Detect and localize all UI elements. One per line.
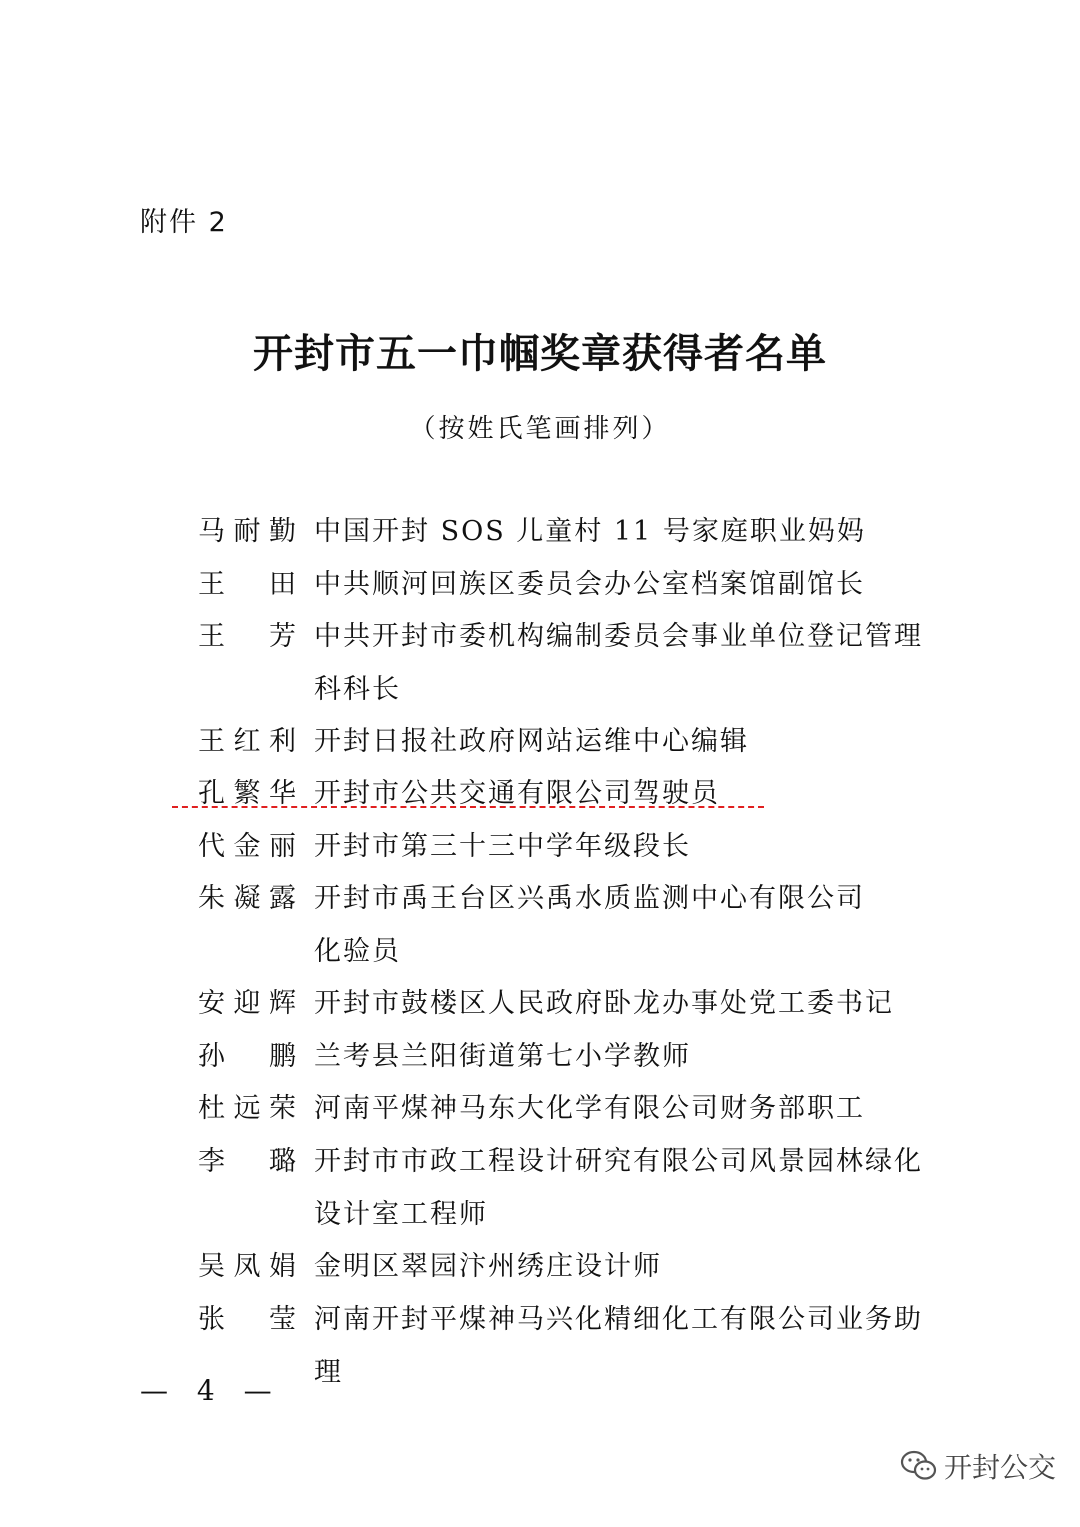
recipient-title: 金明区翠园汴州绣庄设计师 xyxy=(314,1251,662,1282)
recipient-title: 中共开封市委机构编制委员会事业单位登记管理科科长 xyxy=(314,621,923,705)
recipient-name: 王芳 xyxy=(198,621,298,652)
page-title: 开封市五一巾帼奖章获得者名单 xyxy=(253,330,827,377)
watermark xyxy=(900,1446,1056,1486)
recipient-title: 开封日报社政府网站运维中心编辑 xyxy=(314,726,749,757)
recipient-name: 孔繁华 xyxy=(198,778,298,809)
recipient-title: 中共顺河回族区委员会办公室档案馆副馆长 xyxy=(314,569,865,600)
recipient-name: 王红利 xyxy=(198,726,298,757)
recipient-title: 兰考县兰阳街道第七小学教师 xyxy=(314,1041,691,1072)
recipient-title: 开封市禹王台区兴禹水质监测中心有限公司化验员 xyxy=(314,883,865,967)
recipient-name: 朱凝露 xyxy=(198,883,298,914)
recipient-title: 中国开封 SOS 儿童村 11 号家庭职业妈妈 xyxy=(314,516,866,547)
recipient-title: 河南开封平煤神马兴化精细化工有限公司业务助理 xyxy=(314,1304,923,1388)
highlight-underline xyxy=(172,806,764,808)
recipient-title: 开封市第三十三中学年级段长 xyxy=(314,831,691,862)
wechat-icon xyxy=(900,1450,938,1482)
recipient-name: 王田 xyxy=(198,569,298,600)
recipient-name: 孙鹏 xyxy=(198,1041,298,1072)
recipient-name: 张莹 xyxy=(198,1304,298,1335)
recipient-name: 代金丽 xyxy=(198,831,298,862)
page-subtitle: （按姓氏笔画排列） xyxy=(409,414,671,444)
recipient-name: 杜远荣 xyxy=(198,1093,298,1124)
attachment-label: 附件 2 xyxy=(140,207,228,238)
recipient-title: 开封市市政工程设计研究有限公司风景园林绿化设计室工程师 xyxy=(314,1146,923,1230)
recipient-title: 开封市公共交通有限公司驾驶员 xyxy=(314,778,720,809)
recipient-name: 安迎辉 xyxy=(198,988,298,1019)
page-number: — 4 — xyxy=(140,1374,282,1407)
recipient-name: 李璐 xyxy=(198,1146,298,1177)
watermark-text: 开封公交 xyxy=(944,1451,1057,1484)
recipient-title: 河南平煤神马东大化学有限公司财务部职工 xyxy=(314,1093,865,1124)
recipient-title: 开封市鼓楼区人民政府卧龙办事处党工委书记 xyxy=(314,988,894,1019)
recipient-name: 吴凤娟 xyxy=(198,1251,298,1282)
recipient-name: 马耐勤 xyxy=(198,516,298,547)
